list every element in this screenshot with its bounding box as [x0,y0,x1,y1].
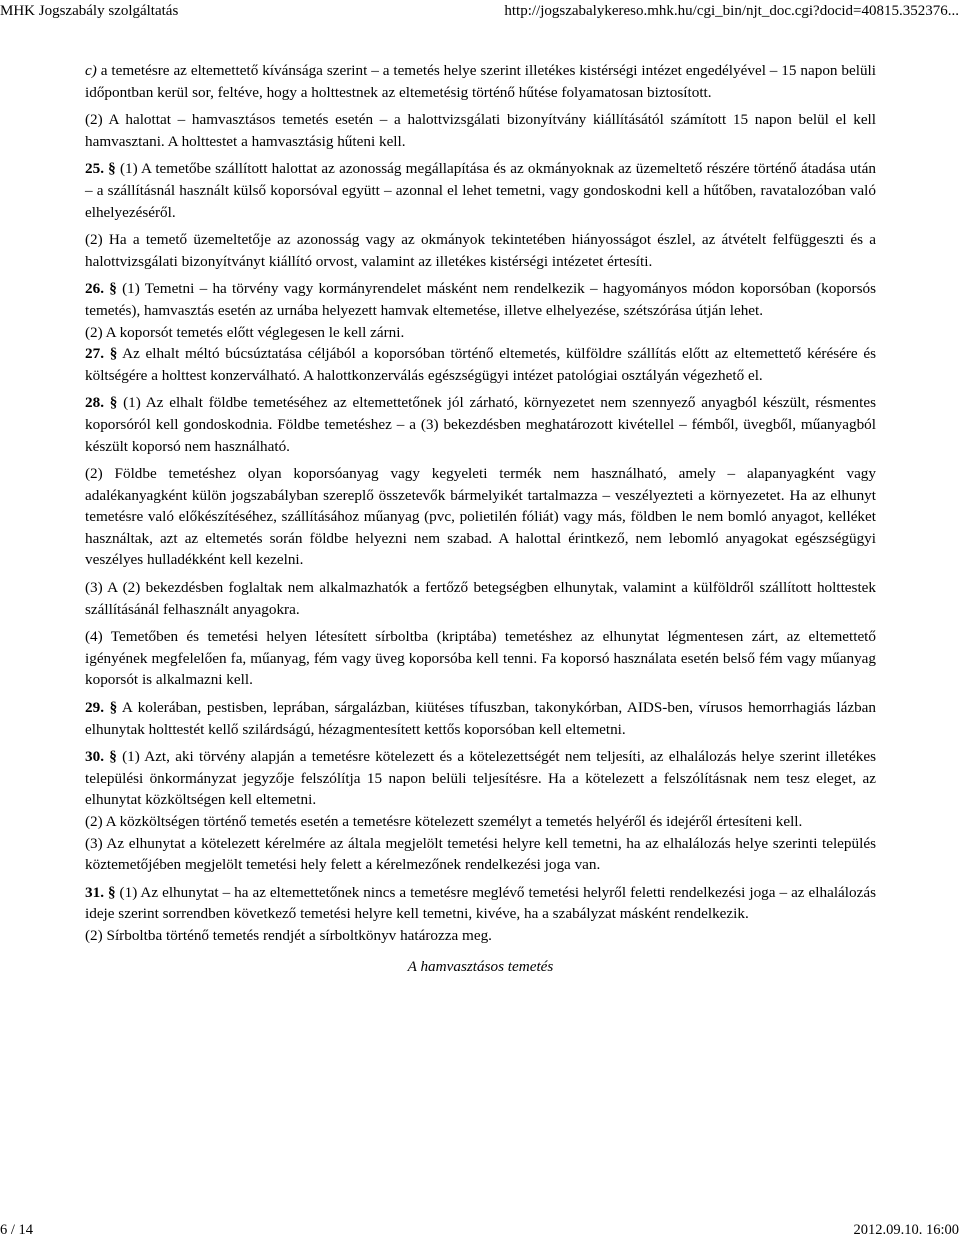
paragraph-text: (2) A halottat – hamvasztásos temetés esetén – a halottvizsgálati bizonyítvány kiállításától számított 15 napon belül el kell hamvasztani. A holttestet a hamvasztásig hűteni kell. [85,111,876,150]
section-subtitle: A hamvasztásos temetés [407,957,554,975]
paragraph [85,626,876,691]
print-timestamp: 2012.09.10. 16:00 [853,1222,959,1238]
section-27 [85,343,876,386]
paragraph-text: (2) Sírboltba történő temetés rendjét a sírboltkönyv határozza meg. [85,926,492,944]
section-sign: § [109,280,117,298]
section-number: 26. [85,280,104,298]
paragraph-text: (1) Az elhunytat – ha az eltemettetőnek nincs a temetésre meglévő temetési helyről feletti rendelkezési joga – az elhalálozás ideje szerint sorrendben következő temetési helyre kell temetni, kivéve, ha a szabályzat másként rendelkezik. [85,883,876,923]
paragraph [85,109,876,152]
paragraph [85,925,876,947]
paragraph [85,463,876,571]
section-26 [85,278,876,321]
page-footer [0,1219,960,1241]
paragraph-text: a temetésre az eltemettető kívánsága szerint – a temetés helye szerint illetékes kistérségi intézet engedélyével – 15 napon belüli időpontban kerül sor, feltéve, hogy a holttestnek az eltemetésig történő hűtése folyamatosan biztosított. [85,62,876,101]
paragraph-text: (3) A (2) bekezdésben foglaltak nem alkalmazhatók a fertőző betegségben elhunytak, valamint a külföldről szállított holttestek szállításánál felhasznált anyagokra. [85,579,876,618]
section-sign: § [108,160,116,178]
paragraph-text: (2) A koporsót temetés előtt véglegesen le kell zárni. [85,323,405,341]
section-sign: § [109,394,118,412]
section-sign: § [109,699,118,717]
section-sign: § [109,748,117,766]
paragraph [85,577,876,620]
paragraph-text: A kolerában, pestisben, leprában, sárgalázban, kiütéses tífuszban, takonykórban, AIDS-ben, vírusos hemorrhagiás lázban elhunytak holttestét kellő szilárdságú, hézagmentesített kettős koporsóban kell eltemetni. [85,699,877,738]
paragraph [85,322,876,344]
paragraph-c [85,60,876,103]
section-28 [85,392,876,457]
section-number: 25. [85,160,104,178]
list-letter: c) [85,62,97,79]
page-header [0,0,960,22]
header-source: MHK Jogszabály szolgáltatás [0,3,179,19]
paragraph-text: (1) Azt, aki törvény alapján a temetésre kötelezett és a kötelezettségét nem teljesíti, az elhalálozás helye szerint illetékes települési önkormányzat jegyzője felszólítja 15 napon belüli teljesítésre. Ha a kötelezett a felszólításnak nem tesz eleget, az elhunytat közköltségen kell eltemetni. [85,748,876,809]
document-body [85,60,876,977]
page-number: 6 / 14 [0,1222,34,1238]
section-number: 31. [85,883,104,901]
header-url: http://jogszabalykereso.mhk.hu/cgi_bin/njt_doc.cgi?docid=40815.352376... [504,3,959,19]
paragraph-text: Az elhalt méltó búcsúztatása céljából a koporsóban történő eltemetés, külföldre szállítás előtt az eltemettető kérésére és költségére a holttest konzerválható. A halottkonzerválás egészségügyi intézet patológiai osztályán végezhető el. [85,345,877,384]
paragraph-text: (3) Az elhunytat a kötelezett kérelmére az általa megjelölt temetési helyre kell temetni, ha az elhalálozás helye szerinti település köztemetőjében megjelölt temetési hely felett a kérelmezőnek rendelkezési joga van. [85,834,876,874]
paragraph-text: (1) Az elhalt földbe temetéséhez az eltemettetőnek jól zárható, környezetet nem szennyező anyagból készült, résmentes koporsóról kell gondoskodnia. Földbe temetéshez – a (3) bekezdésben meghatározott kivétellel – fémből, üvegből, műanyagból készült koporsó nem használható. [85,394,876,455]
paragraph [85,833,876,876]
section-number: 29. [85,699,104,717]
section-31 [85,882,876,925]
section-sign: § [107,883,116,901]
section-25 [85,158,876,223]
paragraph-text: (2) A közköltségen történő temetés esetén a temetésre kötelezett személyt a temetés helyéről és idejéről értesíteni kell. [85,813,803,830]
paragraph [85,811,876,833]
section-number: 28. [85,394,104,412]
section-30 [85,746,876,811]
paragraph-text: (4) Temetőben és temetési helyen létesített sírboltba (kriptába) temetéshez az elhunytat légmentesen zárt, az eltemettető igényének megfelelően fa, műanyag, fém vagy üveg koporsóba kell tenni. Fa koporsó használata esetén belső fém vagy műanyag koporsót is alkalmazni kell. [85,628,876,689]
paragraph-text: (2) Földbe temetéshez olyan koporsóanyag vagy kegyeleti termék nem használható, amely – alapanyagként vagy adalékanyagként külön jogszabályban szereplő összetevők bármelyikét tartalmazza – veszélyezteti a környezetet. Ha az elhunyt temetésre való előkészítéséhez, szállításához műanyag (pvc, polietilén fóliát) vagy más, földben le nem bomló anyagot, kelléket használtak, azt az eltemetés során földbe helyezni nem szabad. A halottal érintkező, nem lebomló anyagokat egészségügyi veszélyes hulladékként kell kezelni. [85,465,876,569]
paragraph [85,229,876,272]
section-29 [85,697,876,740]
paragraph-text: (1) A temetőbe szállított halottat az azonosság megállapítása és az okmányoknak az üzemeltető részére történő átadása után – a szállításnál használt külső koporsóval együtt – azonnal el lehet temetni, vagy gondoskodni kell a hűtőben, ravatalozóban való elhelyezéséről. [85,160,876,221]
section-sign: § [109,345,118,363]
paragraph-text: (1) Temetni – ha törvény vagy kormányrendelet másként nem rendelkezik – hagyományos módon koporsóban (koporsós temetés), hamvasztás esetén az urnába helyezett hamvak eltemetése, illetve elhelyezése, szétszórása útján lehet. [85,280,876,319]
section-number: 30. [85,748,104,766]
section-number: 27. [85,345,104,363]
paragraph-text: (2) Ha a temető üzemeltetője az azonosság vagy az okmányok tekintetében hiányosságot észlel, az átvételt felfüggeszti és a halottvizsgálati bizonyítványt kiállító orvost, valamint az illetékes kistérségi intézetet értesíti. [85,231,876,270]
